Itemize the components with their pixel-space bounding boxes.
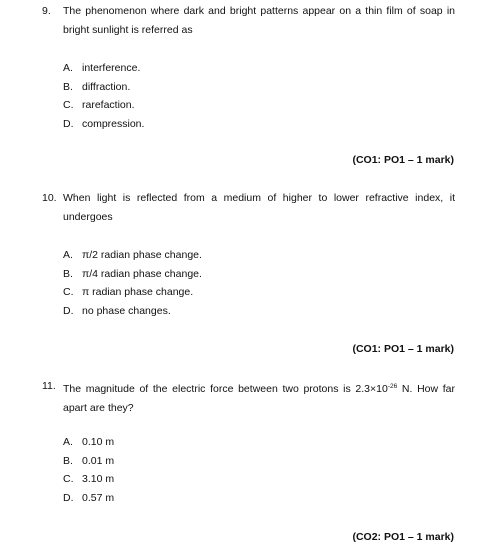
option-b[interactable] <box>63 452 114 471</box>
question-text-line-2: bright sunlight is referred as <box>63 24 193 36</box>
option-letter: C. <box>63 99 74 112</box>
option-c[interactable] <box>63 470 114 489</box>
question-text-part: N. How far <box>397 383 455 395</box>
option-letter: A. <box>63 249 73 261</box>
question-number: 11. <box>42 380 56 392</box>
option-letter: C. <box>63 286 74 299</box>
mark-label: (CO2: PO1 – 1 mark) <box>352 531 454 543</box>
option-text: compression. <box>82 118 145 131</box>
option-d[interactable] <box>63 115 144 134</box>
option-text: 0.57 m <box>82 492 115 505</box>
question-number: 9. <box>42 5 51 17</box>
question-text <box>63 2 455 40</box>
mark-label: (CO1: PO1 – 1 mark) <box>352 154 454 166</box>
option-a[interactable] <box>63 433 114 452</box>
question-text <box>63 377 455 418</box>
option-letter: A. <box>63 62 73 74</box>
option-b[interactable] <box>63 265 202 284</box>
option-b[interactable] <box>63 78 144 97</box>
option-letter: D. <box>63 305 74 318</box>
question-text-line-1 <box>63 377 455 399</box>
option-text: π radian phase change. <box>82 286 194 299</box>
option-c[interactable] <box>63 283 202 302</box>
option-c[interactable] <box>63 96 144 115</box>
option-text: diffraction. <box>82 80 131 93</box>
option-text: π/2 radian phase change. <box>82 249 202 261</box>
option-letter: C. <box>63 473 74 486</box>
option-letter: B. <box>63 80 73 93</box>
question-text-line-1: When light is reflected from a medium of higher to lower refractive index, it <box>63 192 455 204</box>
option-letter: D. <box>63 492 74 505</box>
exponent: -26 <box>387 383 398 390</box>
option-d[interactable] <box>63 489 114 508</box>
question-text-part: The magnitude of the electric force between two protons is 2.3×10 <box>63 383 388 395</box>
options-list-10 <box>63 246 202 321</box>
mark-label: (CO1: PO1 – 1 mark) <box>352 343 454 355</box>
option-text: 0.01 m <box>82 454 115 467</box>
option-letter: A. <box>63 436 73 448</box>
options-list-9 <box>63 59 144 134</box>
option-text: π/4 radian phase change. <box>82 267 202 280</box>
option-text: rarefaction. <box>82 99 135 112</box>
question-text-line-1: The phenomenon where dark and bright patterns appear on a thin film of soap in <box>63 5 455 17</box>
option-text: 3.10 m <box>82 473 115 486</box>
option-text: interference. <box>82 62 141 74</box>
option-a[interactable] <box>63 246 202 265</box>
question-text <box>63 189 455 227</box>
question-number: 10. <box>42 192 57 204</box>
option-d[interactable] <box>63 302 202 321</box>
option-letter: B. <box>63 267 73 280</box>
option-text: 0.10 m <box>82 436 115 448</box>
option-text: no phase changes. <box>82 305 171 318</box>
option-letter: D. <box>63 118 74 131</box>
options-list-11 <box>63 433 114 508</box>
option-a[interactable] <box>63 59 144 78</box>
question-text-line-2: apart are they? <box>63 402 134 414</box>
option-letter: B. <box>63 454 73 467</box>
question-text-line-2: undergoes <box>63 211 113 223</box>
